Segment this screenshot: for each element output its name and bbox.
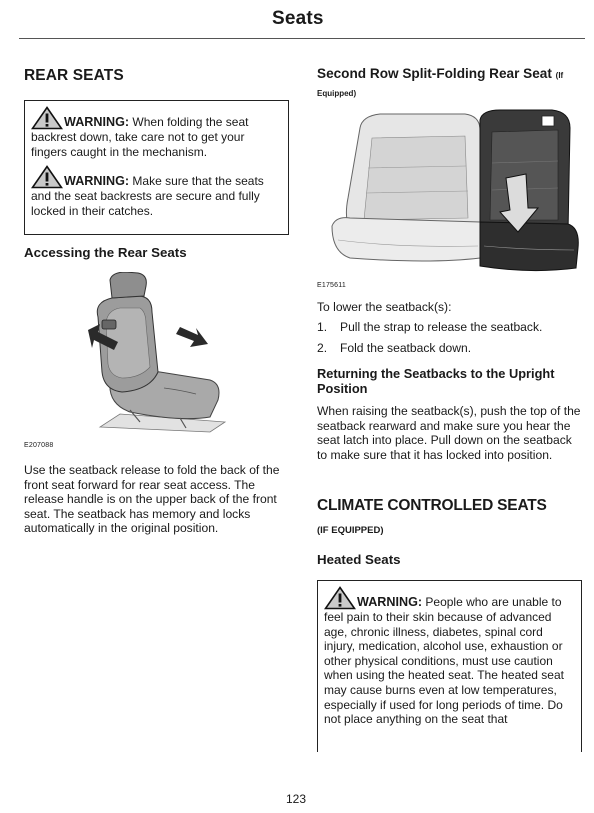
warning-text: Make sure that the seats and the seat backrests are secure and fully locked in their catches. [31, 174, 264, 218]
page-number: 123 [286, 792, 307, 806]
heated-seats-warning-box [317, 580, 582, 752]
warning-text: When folding the seat backrest down, take care not to get your fingers caught in the mechanism. [31, 115, 249, 159]
climate-controlled-seats-heading: CLIMATE CONTROLLED SEATS [317, 497, 547, 514]
warning-label: WARNING: [357, 595, 423, 609]
warning-triangle-icon [324, 586, 356, 610]
warning-paragraph [31, 165, 282, 218]
accessing-rear-seats-body: Use the seatback release to fold the back of the front seat forward for rear seat access. The release handle is on the upper back of the front seat. The seatback has memory and locks automatically in the original position. [24, 463, 280, 536]
returning-seatbacks-body: When raising the seatback(s), push the top of the seatback rearward and make sure you hear the seat latch into place. Pull down on the seatback to make sure that it has locked into position. [317, 404, 581, 462]
warning-triangle-icon [31, 165, 63, 189]
warning-label: WARNING: [64, 174, 130, 189]
figure-code-label: E175611 [317, 282, 346, 289]
returning-seatbacks-heading: Returning the Seatbacks to the Upright Position [317, 366, 555, 396]
header-divider [19, 38, 585, 39]
if-equipped-tag: (If Equipped) [317, 71, 564, 98]
step-text: Pull the strap to release the seatback. [340, 320, 543, 334]
warning-label: WARNING: [64, 115, 130, 129]
heated-seats-heading: Heated Seats [317, 552, 401, 567]
figure-code-label: E207088 [24, 442, 54, 449]
list-item [317, 338, 587, 359]
rear-seats-warning-box [24, 100, 289, 235]
if-equipped-tag: (IF EQUIPPED) [317, 525, 384, 536]
split-folding-heading [317, 66, 585, 102]
warning-text: People who are unable to feel pain to their skin because of advanced age, chronic illness, diabetes, spinal cord injury, medication, alcohol use, exhaustion or other physical conditions, must use caution when using the heated seat. The heated seat may cause burns even at low temperatures, especially if used for long periods of time. Do not place anything on the seat that [324, 595, 564, 727]
lower-seatback-steps [317, 317, 587, 359]
warning-triangle-icon [31, 106, 63, 130]
warning-paragraph [324, 586, 575, 727]
front-seat-release-illustration [60, 272, 235, 442]
list-item [317, 317, 587, 338]
rear-seats-heading: REAR SEATS [24, 67, 124, 84]
lower-seatback-intro: To lower the seatback(s): [317, 300, 452, 314]
split-folding-heading-text: Second Row Split-Folding Rear Seat [317, 66, 552, 81]
step-text: Fold the seatback down. [340, 341, 472, 355]
accessing-rear-seats-heading: Accessing the Rear Seats [24, 245, 187, 260]
step-number: 1. [317, 320, 328, 334]
step-number: 2. [317, 341, 328, 355]
warning-paragraph [31, 106, 282, 159]
page-header-title: Seats [272, 8, 324, 29]
split-folding-rear-seat-illustration [330, 108, 582, 286]
